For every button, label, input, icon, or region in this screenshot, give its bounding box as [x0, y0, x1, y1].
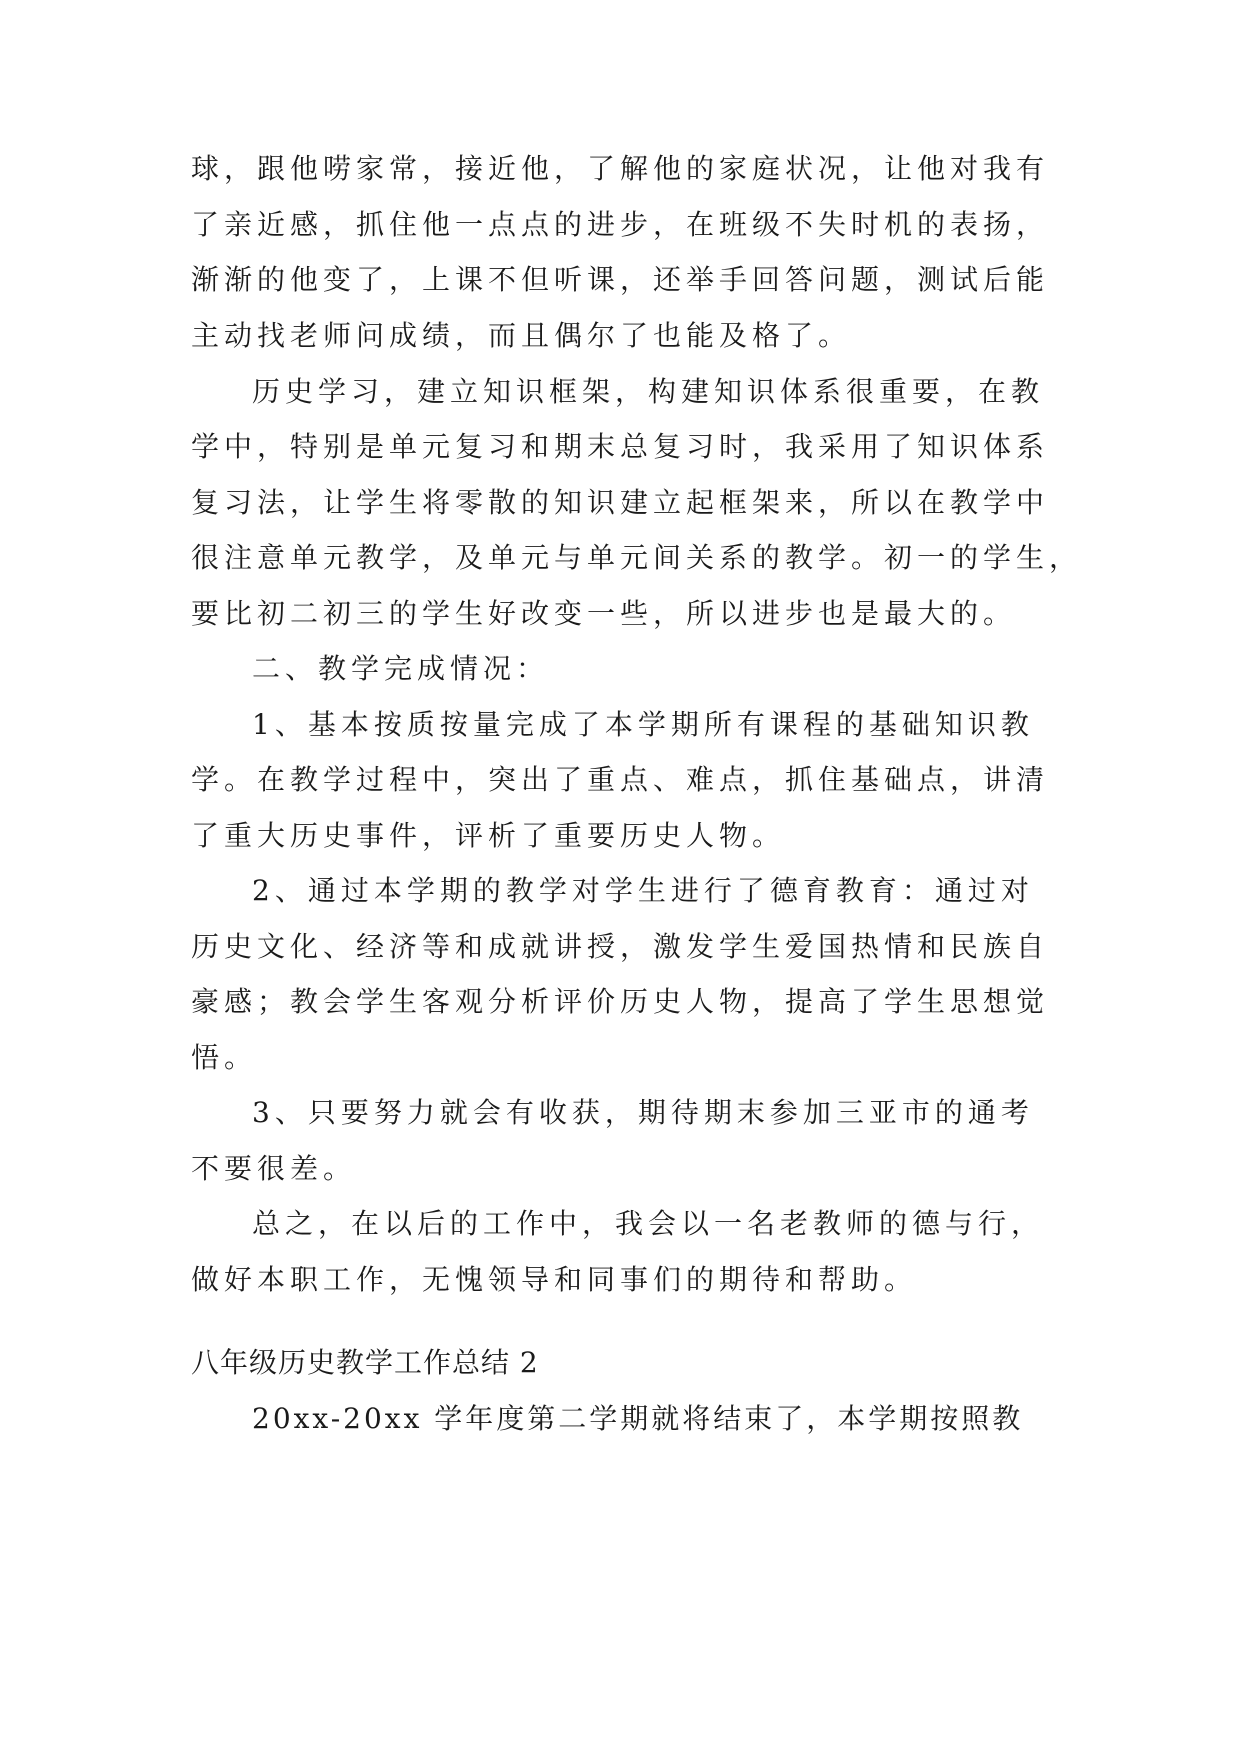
text-line: 20xx-20xx 学年度第二学期就将结束了，本学期按照教 [252, 1402, 1024, 1435]
section-heading: 二、教学完成情况： [252, 652, 550, 685]
next-section-title: 八年级历史教学工作总结 2 [191, 1346, 539, 1379]
text-line: 3、只要努力就会有收获，期待期末参加三亚市的通考 [252, 1096, 1034, 1129]
text-line: 学。在教学过程中，突出了重点、难点，抓住基础点，讲清 [191, 763, 1050, 796]
text-line: 1、基本按质按量完成了本学期所有课程的基础知识教 [252, 708, 1034, 741]
text-line: 2、通过本学期的教学对学生进行了德育教育：通过对 [252, 874, 1034, 907]
text-line: 做好本职工作，无愧领导和同事们的期待和帮助。 [191, 1263, 918, 1296]
text-line: 要比初二初三的学生好改变一些，所以进步也是最大的。 [191, 597, 1017, 630]
text-line: 了重大历史事件，评析了重要历史人物。 [191, 819, 786, 852]
text-line: 球，跟他唠家常，接近他，了解他的家庭状况，让他对我有 [191, 152, 1050, 185]
text-line: 渐渐的他变了，上课不但听课，还举手回答问题，测试后能 [191, 263, 1050, 296]
text-line: 复习法，让学生将零散的知识建立起框架来，所以在教学中 [191, 486, 1050, 519]
text-line: 豪感；教会学生客观分析评价历史人物，提高了学生思想觉 [191, 985, 1050, 1018]
text-line: 历史学习，建立知识框架，构建知识体系很重要，在教 [252, 375, 1045, 408]
text-line: 了亲近感，抓住他一点点的进步，在班级不失时机的表扬， [191, 208, 1050, 241]
text-line: 主动找老师问成绩，而且偶尔了也能及格了。 [191, 319, 852, 352]
text-line: 很注意单元教学，及单元与单元间关系的教学。初一的学生， [191, 541, 1083, 574]
text-line: 悟。 [191, 1041, 258, 1074]
text-line: 总之，在以后的工作中，我会以一名老教师的德与行， [252, 1207, 1045, 1240]
text-line: 不要很差。 [191, 1152, 357, 1185]
text-line: 历史文化、经济等和成就讲授，激发学生爱国热情和民族自 [191, 930, 1050, 963]
text-line: 学中，特别是单元复习和期末总复习时，我采用了知识体系 [191, 430, 1050, 463]
